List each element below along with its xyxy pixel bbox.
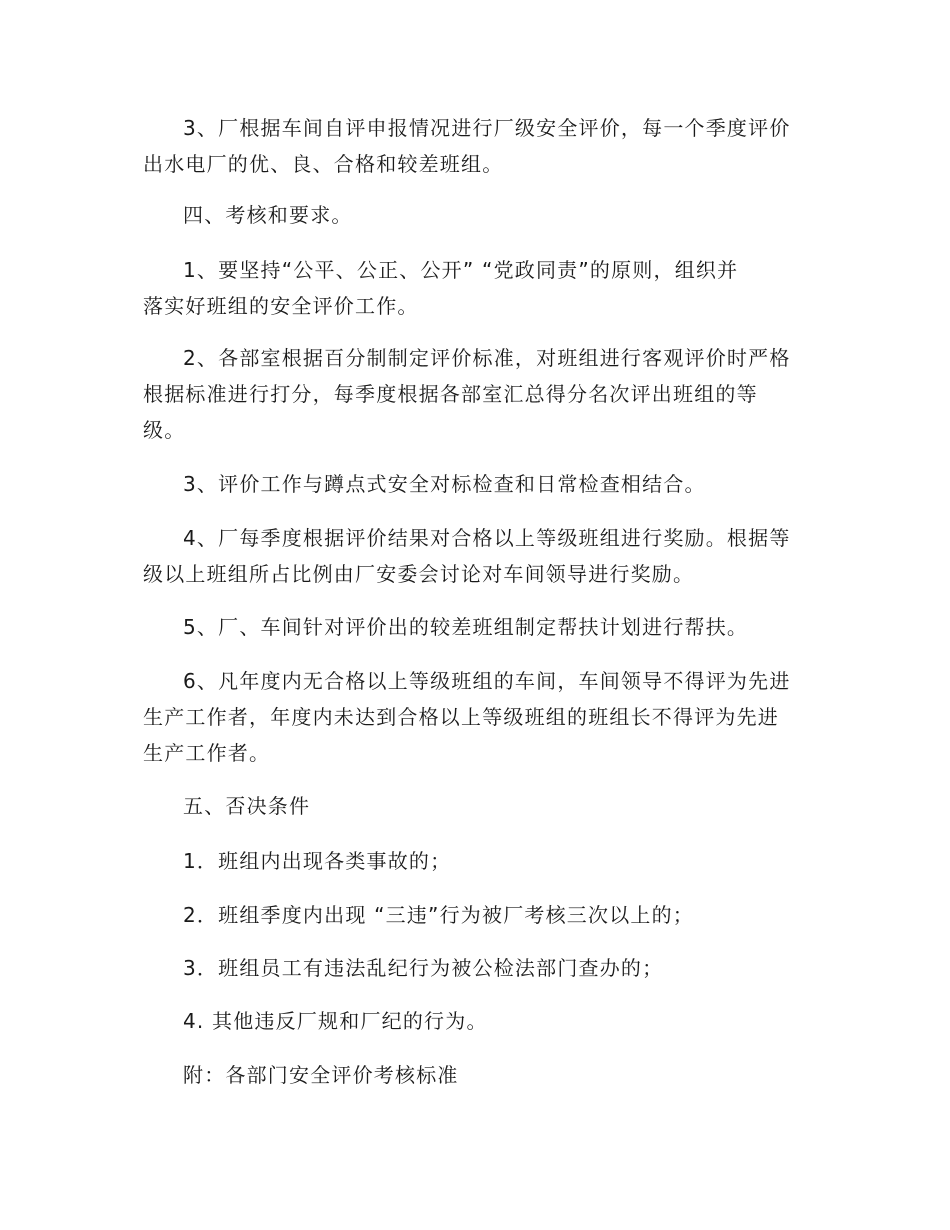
text-line: 落实好班组的安全评价工作。 bbox=[143, 294, 419, 318]
veto-item-1 bbox=[143, 843, 813, 879]
paragraph-item2-standards bbox=[143, 340, 813, 448]
text-line: 生产工作者，年度内未达到合格以上等级班组的班组长不得评为先进 bbox=[143, 705, 779, 729]
paragraph-item3-inspection bbox=[143, 466, 813, 502]
appendix-note bbox=[143, 1057, 813, 1093]
text-line: 级以上班组所占比例由厂安委会讨论对车间领导进行奖励。 bbox=[143, 562, 695, 586]
text-line: 附：各部门安全评价考核标准 bbox=[183, 1063, 459, 1087]
text-line: 五、否决条件 bbox=[183, 794, 311, 818]
text-line: 出水电厂的优、良、合格和较差班组。 bbox=[143, 152, 504, 176]
paragraph-item4-rewards bbox=[143, 520, 813, 592]
text-line: 2、各部室根据百分制制定评价标准，对班组进行客观评价时严格 bbox=[183, 346, 791, 370]
section-heading-assessment bbox=[143, 197, 813, 233]
section-heading-veto bbox=[143, 788, 813, 824]
paragraph-item1-principles bbox=[143, 252, 813, 324]
text-line: 四、考核和要求。 bbox=[183, 203, 353, 227]
text-line: 1．班组内出现各类事故的； bbox=[183, 849, 452, 873]
text-line: 3．班组员工有违法乱纪行为被公检法部门查办的； bbox=[183, 956, 664, 980]
veto-item-2 bbox=[143, 897, 813, 933]
veto-item-3 bbox=[143, 950, 813, 986]
text-line: 生产工作者。 bbox=[143, 741, 271, 765]
text-line: 4. 其他违反厂规和厂纪的行为。 bbox=[183, 1009, 488, 1033]
text-line: 3、评价工作与蹲点式安全对标检查和日常检查相结合。 bbox=[183, 472, 706, 496]
paragraph-item3-evaluation bbox=[143, 110, 813, 182]
text-line: 6、凡年度内无合格以上等级班组的车间，车间领导不得评为先进 bbox=[183, 669, 791, 693]
text-line: 5、厂、车间针对评价出的较差班组制定帮扶计划进行帮扶。 bbox=[183, 615, 749, 639]
paragraph-item5-support bbox=[143, 609, 813, 645]
veto-item-4 bbox=[143, 1003, 813, 1039]
text-line: 1、要坚持“公平、公正、公开” “党政同责”的原则，组织并 bbox=[183, 258, 739, 282]
paragraph-item6-disqualification bbox=[143, 663, 813, 771]
text-line: 3、厂根据车间自评申报情况进行厂级安全评价，每一个季度评价 bbox=[183, 116, 791, 140]
text-line: 4、厂每季度根据评价结果对合格以上等级班组进行奖励。根据等 bbox=[183, 526, 791, 550]
text-line: 级。 bbox=[143, 418, 186, 442]
text-line: 根据标准进行打分，每季度根据各部室汇总得分名次评出班组的等 bbox=[143, 382, 758, 406]
text-line: 2．班组季度内出现 “三违”行为被厂考核三次以上的； bbox=[183, 903, 695, 927]
